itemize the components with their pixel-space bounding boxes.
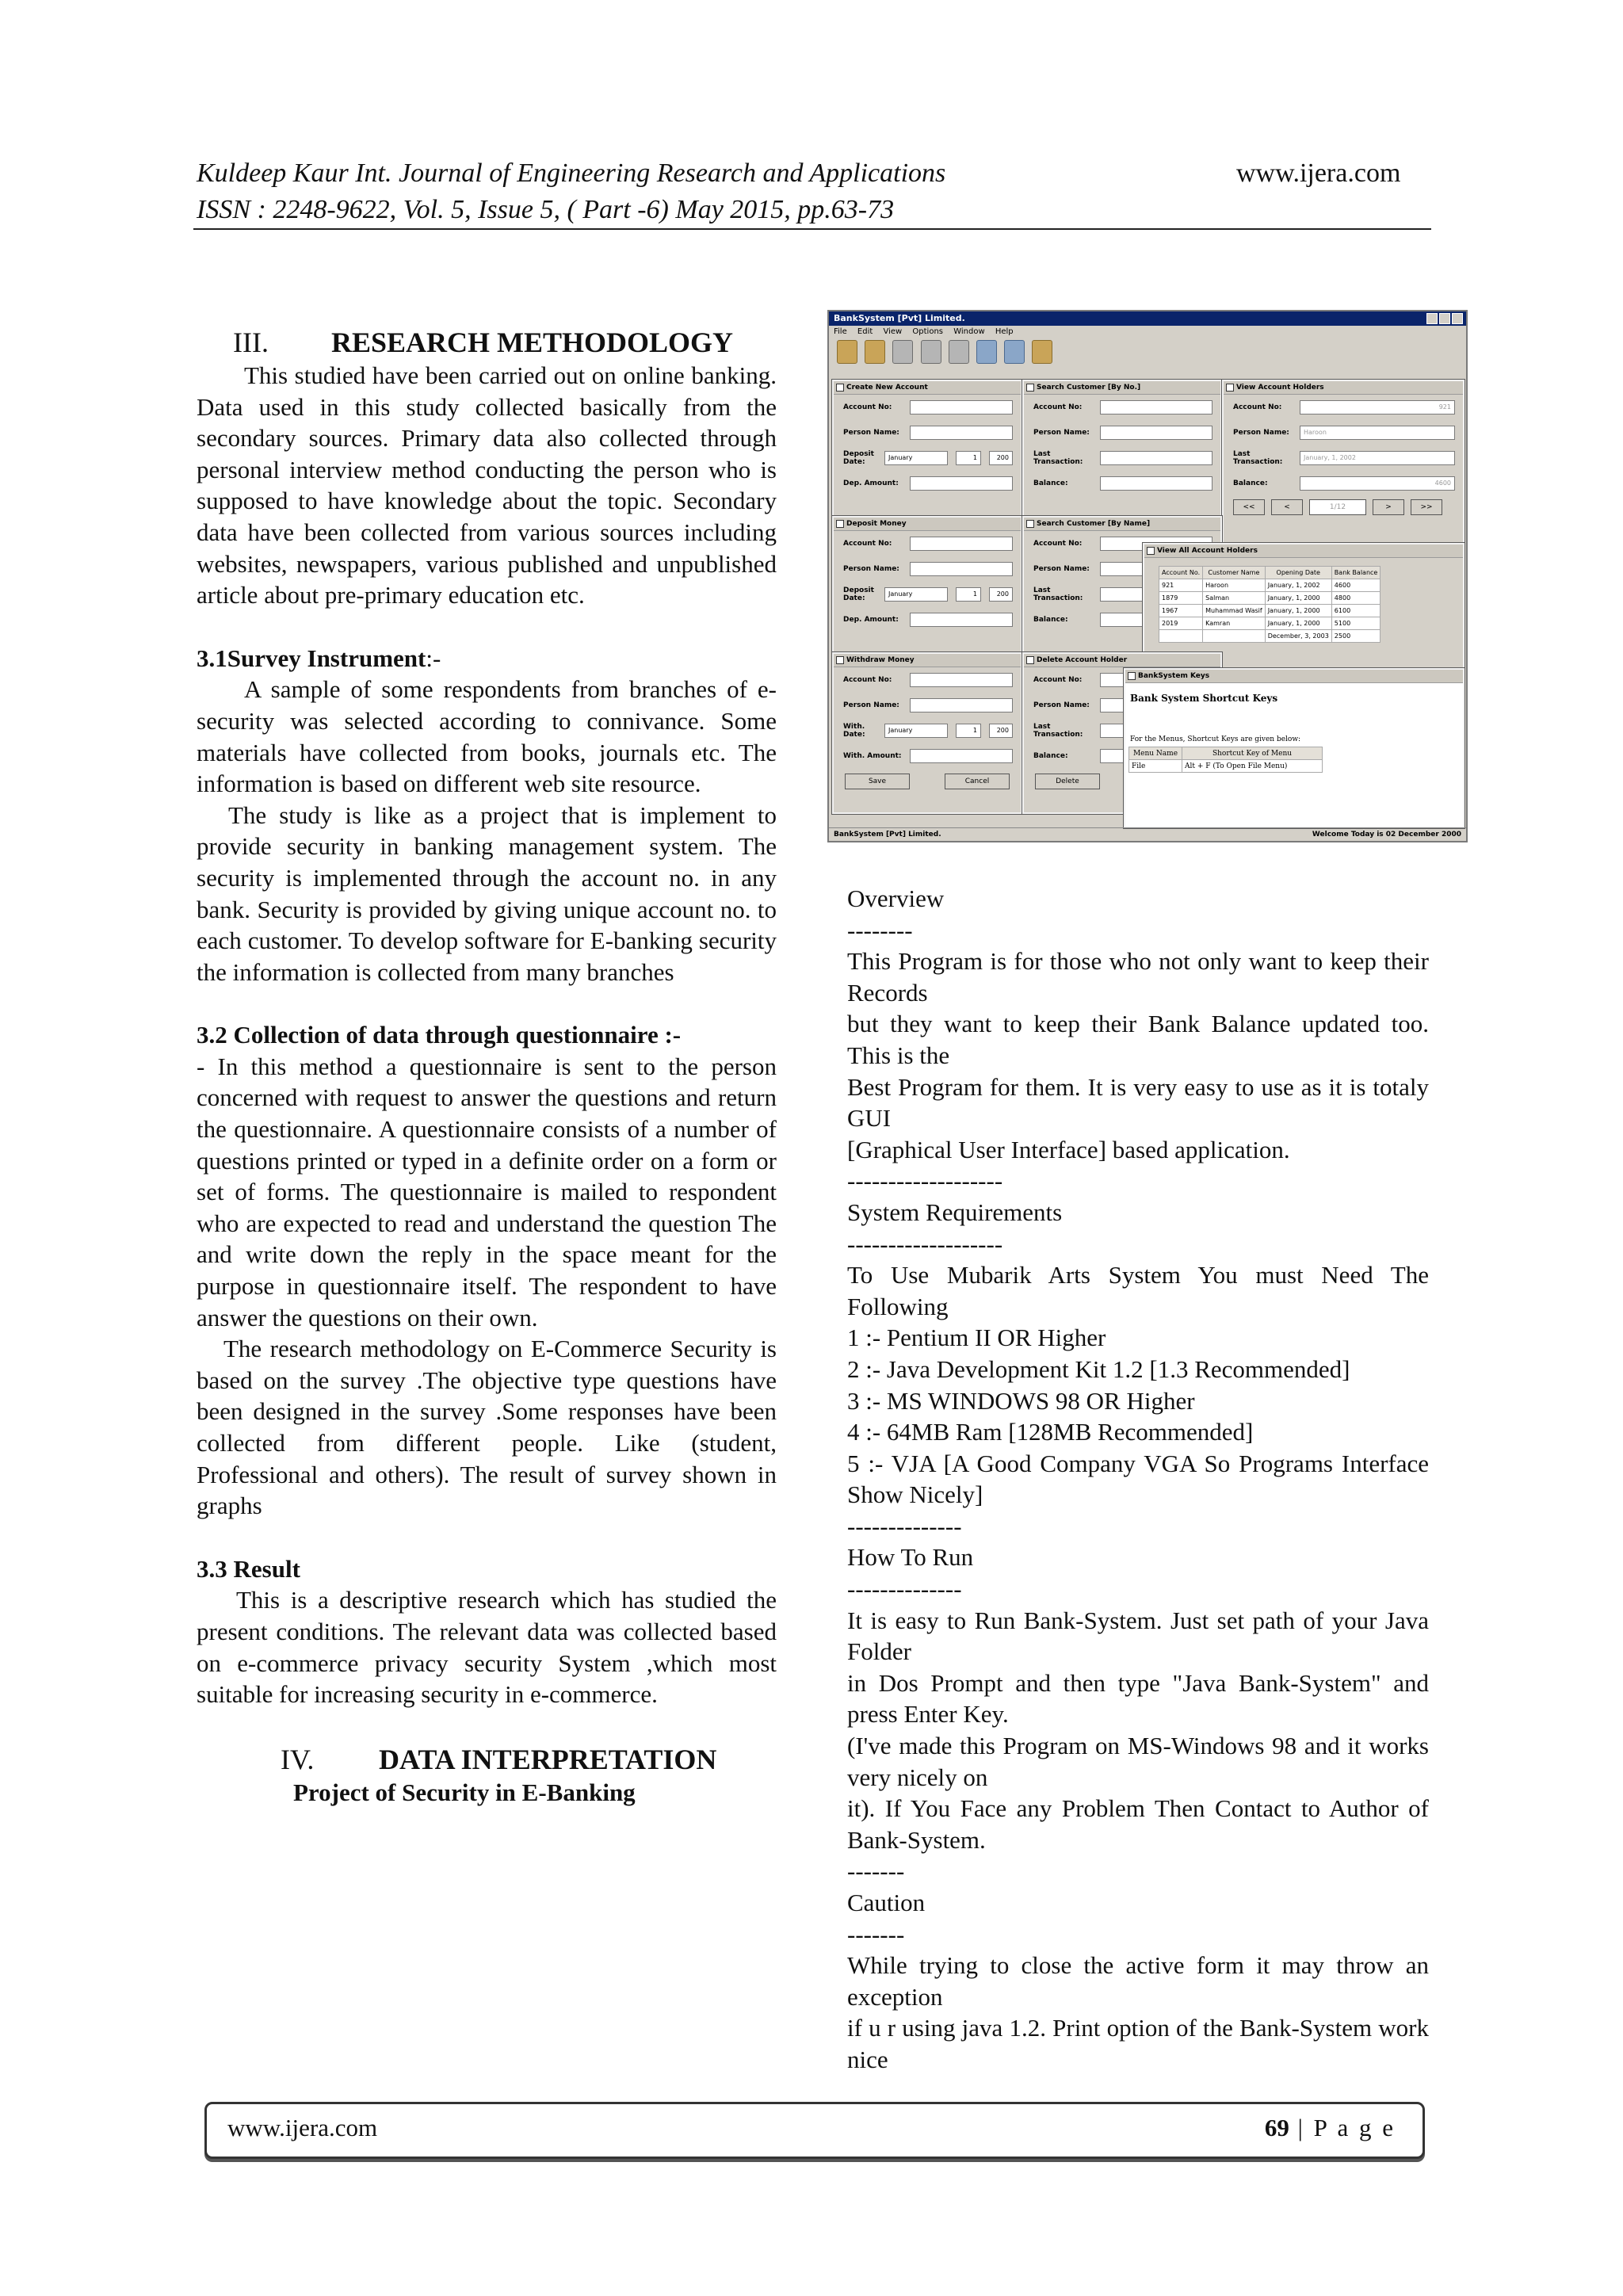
delete-account-window: Delete Account Holder Account No: Person Name: Last Transaction: Balance: Delete bbox=[1022, 652, 1222, 814]
table-cell: January, 1, 2002 bbox=[1265, 579, 1331, 592]
view-all-holders-window: View All Account Holders Account No. Customer Name Opening Date Bank Balance 921 Haroon January, 1, 2002 4600 1879 Salman January, 1, 2000 4800 1967 Muhammad Wasif January, 1, 2000 6100 2019 Kamran January, 1, 2000 5100 December, 3, 2003 2500 bbox=[1143, 543, 1465, 673]
column-header: Customer Name bbox=[1203, 567, 1266, 579]
left-column bbox=[197, 325, 777, 1808]
shortcut-keys-window: BankSystem Keys Bank System Shortcut Keys For the Menus, Shortcut Keys are given below: Menu Name Shortcut Key of Menu File Alt + F (To Open File Menu) bbox=[1124, 668, 1465, 828]
help-icon bbox=[1004, 340, 1025, 364]
new-account-icon bbox=[837, 340, 857, 364]
view-account-holders-window: View Account Holders Account No: 921 Person Name: Haroon Last Transaction: January, 1, 2002 Balance: 4600 << < 1/12 > >> bbox=[1222, 380, 1465, 546]
column-header: Account No. bbox=[1159, 567, 1203, 579]
readme-line: How To Run bbox=[847, 1543, 974, 1572]
methodology-intro: This studied have been carried out on online banking. Data used in this study collected basically from the secondary sources. Primary data also collected through personal interview method conducting the person who is supposed to have knowledge about the topic. Secondary data have been collected from various sources including websites, newspapers, various published and unpublished article about pre-primary education etc. bbox=[197, 361, 777, 609]
survey-paragraph-1: A sample of some respondents from branches of e-security was selected according to connivance. Some materials have collected from books, journals etc. The information is based on different web site resource. bbox=[197, 675, 777, 798]
create-account-window: Create New Account Account No: Person Name: Deposit Date: January 1 200 Dep. Amount: bbox=[832, 380, 1022, 518]
cancel-button: Cancel bbox=[945, 774, 1010, 789]
readme-line: -------------- bbox=[847, 1511, 962, 1540]
readme-line: 3 :- MS WINDOWS 98 OR Higher bbox=[847, 1386, 1195, 1415]
readme-line: in Dos Prompt and then type "Java Bank-System" and press Enter Key. bbox=[847, 1668, 1429, 1729]
table-cell bbox=[1159, 630, 1203, 643]
project-subtitle: Project of Security in E-Banking bbox=[293, 1778, 636, 1806]
subsection-3-2-heading: 3.2 Collection of data through questionnaire :- bbox=[197, 1021, 682, 1049]
readme-line: 2 :- Java Development Kit 1.2 [1.3 Recommended] bbox=[847, 1354, 1350, 1383]
table-cell: January, 1, 2000 bbox=[1265, 592, 1331, 605]
delete-button: Delete bbox=[1035, 774, 1100, 789]
header-rule bbox=[193, 228, 1431, 230]
result-paragraph: This is a descriptive research which has studied the present conditions. The relevant data was collected based on e-commerce privacy security System ,which most suitable for increasing security in e-commerce. bbox=[197, 1586, 777, 1709]
readme-line: 4 :- 64MB Ram [128MB Recommended] bbox=[847, 1418, 1254, 1446]
page-footer bbox=[204, 2102, 1425, 2159]
section-number: IV. bbox=[281, 1743, 315, 1775]
footer-website: www.ijera.com bbox=[227, 2114, 378, 2141]
readme-line: [Graphical User Interface] based application. bbox=[847, 1135, 1290, 1163]
table-row bbox=[1159, 592, 1381, 605]
readme-line: This Program is for those who not only want to keep their Records bbox=[847, 947, 1429, 1007]
readme-line: but they want to keep their Bank Balance updated too. This is the bbox=[847, 1010, 1429, 1069]
page-number: 69 bbox=[1264, 2114, 1289, 2141]
table-cell: 1967 bbox=[1159, 605, 1203, 617]
readme-line: To Use Mubarik Arts System You must Need The Following bbox=[847, 1261, 1429, 1320]
readme-line: 1 :- Pentium II OR Higher bbox=[847, 1324, 1106, 1352]
search-icon bbox=[976, 340, 997, 364]
delete-icon bbox=[921, 340, 941, 364]
maximize-icon bbox=[1439, 313, 1450, 324]
deposit-icon bbox=[865, 340, 885, 364]
table-cell: 6100 bbox=[1331, 605, 1381, 617]
table-cell: 2500 bbox=[1331, 630, 1381, 643]
table-cell: 4600 bbox=[1331, 579, 1381, 592]
readme-line: While trying to close the active form it may throw an exception bbox=[847, 1951, 1429, 2011]
readme-line: System Requirements bbox=[847, 1198, 1063, 1226]
issn-line: ISSN : 2248-9622, Vol. 5, Issue 5, ( Part -6) May 2015, pp.63-73 bbox=[197, 195, 895, 224]
section-heading-interpretation bbox=[281, 1742, 777, 1777]
subsection-3-3-heading: 3.3 Result bbox=[197, 1554, 300, 1583]
menu-options: Options bbox=[912, 327, 943, 336]
table-cell: 4800 bbox=[1331, 592, 1381, 605]
readme-line: Overview bbox=[847, 884, 945, 912]
table-cell: 2019 bbox=[1159, 617, 1203, 630]
readme-line: (I've made this Program on MS-Windows 98 and it works very nicely on bbox=[847, 1732, 1429, 1791]
readme-line: -------------- bbox=[847, 1575, 962, 1603]
section-heading-methodology bbox=[233, 325, 777, 360]
table-cell: 5100 bbox=[1331, 617, 1381, 630]
readme-line: Best Program for them. It is very easy to use as it is totaly GUI bbox=[847, 1072, 1429, 1133]
view-icon bbox=[949, 340, 969, 364]
readme-line: ------- bbox=[847, 1857, 905, 1885]
readme-line: ------------------- bbox=[847, 1167, 1003, 1195]
app-menubar bbox=[829, 326, 1466, 338]
header-website: www.ijera.com bbox=[1236, 159, 1401, 188]
readme-line: It is easy to Run Bank-System. Just set path of your Java Folder bbox=[847, 1606, 1429, 1666]
shortcut-table: Menu Name Shortcut Key of Menu File Alt + F (To Open File Menu) bbox=[1128, 747, 1323, 773]
readme-line: Caution bbox=[847, 1889, 926, 1916]
table-cell: December, 3, 2003 bbox=[1265, 630, 1331, 643]
table-cell bbox=[1203, 630, 1266, 643]
table-row bbox=[1159, 617, 1381, 630]
table-cell: Kamran bbox=[1203, 617, 1266, 630]
table-row bbox=[1159, 579, 1381, 592]
journal-line: Kuldeep Kaur Int. Journal of Engineering Research and Applications bbox=[197, 159, 946, 188]
close-icon bbox=[1452, 313, 1463, 324]
table-cell: Haroon bbox=[1203, 579, 1266, 592]
running-header bbox=[197, 155, 945, 228]
subsection-3-1-heading: 3.1Survey Instrument:- bbox=[197, 644, 441, 672]
section-title: RESEARCH METHODOLOGY bbox=[331, 327, 734, 358]
table-cell: 921 bbox=[1159, 579, 1203, 592]
search-by-number-window: Search Customer [By No.] Account No: Person Name: Last Transaction: Balance: bbox=[1022, 380, 1222, 518]
menu-help: Help bbox=[995, 327, 1014, 336]
questionnaire-paragraph-2: The research methodology on E-Commerce Security is based on the survey .The objective type questions have been designed in the survey .Some responses have been collected from different people. Like (student, Professional and others). The result of survey shown in graphs bbox=[197, 1335, 777, 1520]
app-titlebar: BankSystem [Pvt] Limited. bbox=[829, 311, 1466, 326]
table-cell: January, 1, 2000 bbox=[1265, 617, 1331, 630]
save-button: Save bbox=[845, 774, 910, 789]
app-toolbar bbox=[829, 338, 1466, 369]
table-row bbox=[1159, 605, 1381, 617]
bank-system-screenshot bbox=[827, 310, 1468, 842]
readme-text bbox=[847, 883, 1429, 2076]
menu-view: View bbox=[883, 327, 903, 336]
table-row bbox=[1159, 630, 1381, 643]
questionnaire-paragraph-1: - In this method a questionnaire is sent to the person concerned with request to answer the questions and return the questionnaire. A questionnaire consists of a number of questions printed or typed in a definite order on a form or set of forms. The questionnaire is mailed to respondent who are expected to read and understand the question The and write down the reply in the space meant for the purpose in questionnaire itself. The respondent to have answer the questions on their own. bbox=[197, 1052, 777, 1331]
table-cell: Salman bbox=[1203, 592, 1266, 605]
footer-page: 69 | P a g e bbox=[1264, 2114, 1396, 2141]
table-cell: January, 1, 2000 bbox=[1265, 605, 1331, 617]
withdraw-icon bbox=[892, 340, 913, 364]
app-statusbar: BankSystem [Pvt] Limited. Welcome Today is 02 December 2000 bbox=[829, 827, 1466, 841]
readme-line: if u r using java 1.2. Print option of the Bank-System work nice bbox=[847, 2014, 1429, 2073]
readme-line: ------- bbox=[847, 1920, 905, 1948]
table-cell: Muhammad Wasif bbox=[1203, 605, 1266, 617]
menu-file: File bbox=[834, 327, 847, 336]
readme-line: 5 :- VJA [A Good Company VGA So Programs Interface Show Nicely] bbox=[847, 1449, 1429, 1509]
section-number: III. bbox=[233, 327, 269, 358]
table-cell: 1879 bbox=[1159, 592, 1203, 605]
menu-window: Window bbox=[953, 327, 985, 336]
section-title: DATA INTERPRETATION bbox=[379, 1743, 717, 1775]
column-header: Bank Balance bbox=[1331, 567, 1381, 579]
survey-paragraph-2: The study is like as a project that is implement to provide security in banking management system. The security is implemented through the account no. in any bank. Security is provided by giving unique account no. to each customer. To develop software for E-banking security the information is collected from many branches bbox=[197, 800, 777, 986]
minimize-icon bbox=[1426, 313, 1438, 324]
column-header: Opening Date bbox=[1265, 567, 1331, 579]
withdraw-money-window: Withdraw Money Account No: Person Name: With. Date: January 1 200 With. Amount: Save Cancel bbox=[832, 652, 1022, 814]
search-by-name-window: Search Customer [By Name] Account No: Person Name: Last Transaction: Balance: bbox=[1022, 516, 1222, 654]
deposit-money-window: Deposit Money Account No: Person Name: Deposit Date: January 1 200 Dep. Amount: bbox=[832, 516, 1022, 654]
readme-line: -------- bbox=[847, 915, 913, 944]
keys-icon bbox=[1032, 340, 1052, 364]
holders-table bbox=[1159, 566, 1381, 643]
readme-line: ------------------- bbox=[847, 1229, 1003, 1258]
menu-edit: Edit bbox=[857, 327, 873, 336]
readme-line: it). If You Face any Problem Then Contact to Author of Bank-System. bbox=[847, 1794, 1429, 1854]
